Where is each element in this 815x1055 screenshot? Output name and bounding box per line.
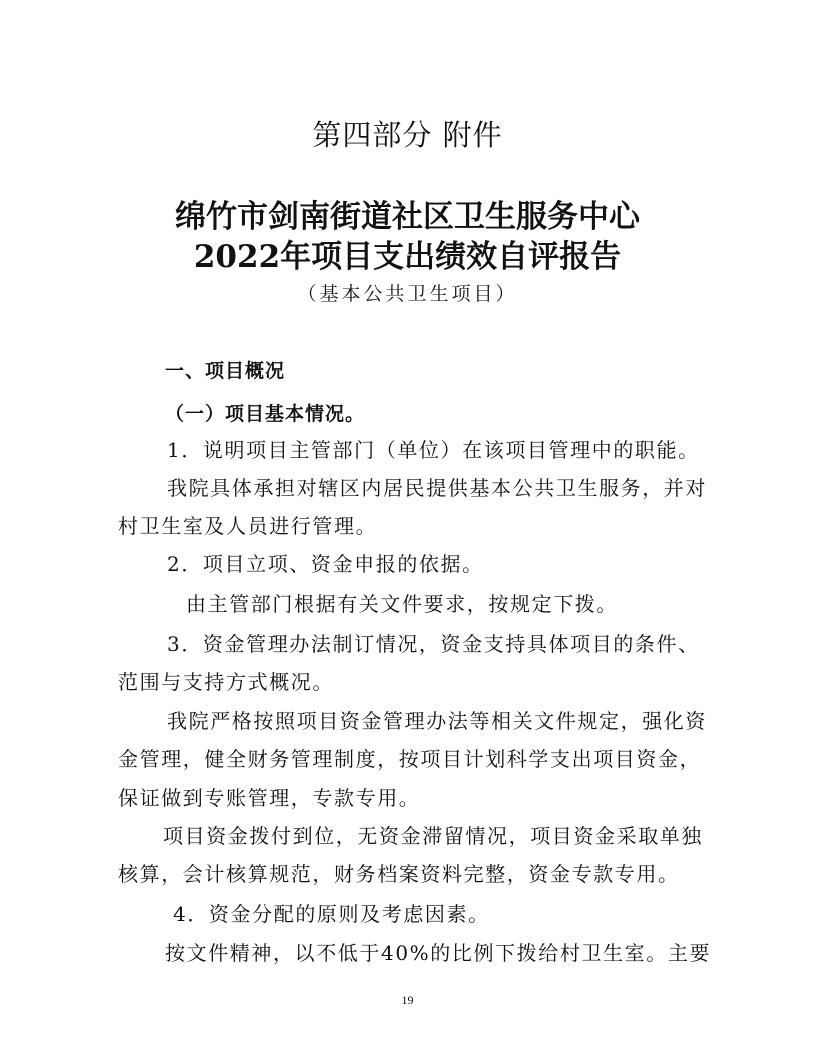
page-number: 19 [401, 993, 414, 1007]
paragraph-line: 保证做到专账管理，专款专用。 [118, 786, 421, 810]
paragraph-line: 村卫生室及人员进行管理。 [118, 514, 378, 538]
paragraph-line: 3．资金管理办法制订情况，资金支持具体项目的条件、 [167, 632, 700, 656]
paragraph-line: 核算，会计核算规范，财务档案资料完整，资金专款专用。 [118, 862, 680, 886]
paragraph-line: 由主管部门根据有关文件要求，按规定下拨。 [186, 592, 618, 616]
paragraph-line: 4．资金分配的原则及考虑因素。 [173, 902, 490, 926]
paragraph-line: 范围与支持方式概况。 [118, 670, 334, 694]
paragraph-line: 金管理，健全财务管理制度，按项目计划科学支出项目资金， [118, 747, 702, 771]
section-heading: 一、项目概况 [165, 360, 286, 382]
report-title-line-2: 2022年项目支出绩效自评报告 [193, 239, 622, 275]
paragraph-line: 项目资金拨付到位，无资金滞留情况，项目资金采取单独 [163, 824, 703, 848]
part-title: 第四部分 附件 [312, 118, 503, 152]
subsection-heading: （一）项目基本情况。 [165, 403, 366, 425]
paragraph-line: 2．项目立项、资金申报的依据。 [167, 552, 484, 576]
paragraph-line: 我院具体承担对辖区内居民提供基本公共卫生服务，并对 [167, 476, 707, 500]
paragraph-line: 按文件精神，以不低于40%的比例下拨给村卫生室。主要 [165, 941, 712, 965]
paragraph-line: 1．说明项目主管部门（单位）在该项目管理中的职能。 [167, 438, 700, 462]
report-subtitle: （基本公共卫生项目） [297, 283, 518, 305]
paragraph-line: 我院严格按照项目资金管理办法等相关文件规定，强化资 [167, 709, 707, 733]
report-title-line-1: 绵竹市剑南街道社区卫生服务中心 [175, 199, 640, 235]
